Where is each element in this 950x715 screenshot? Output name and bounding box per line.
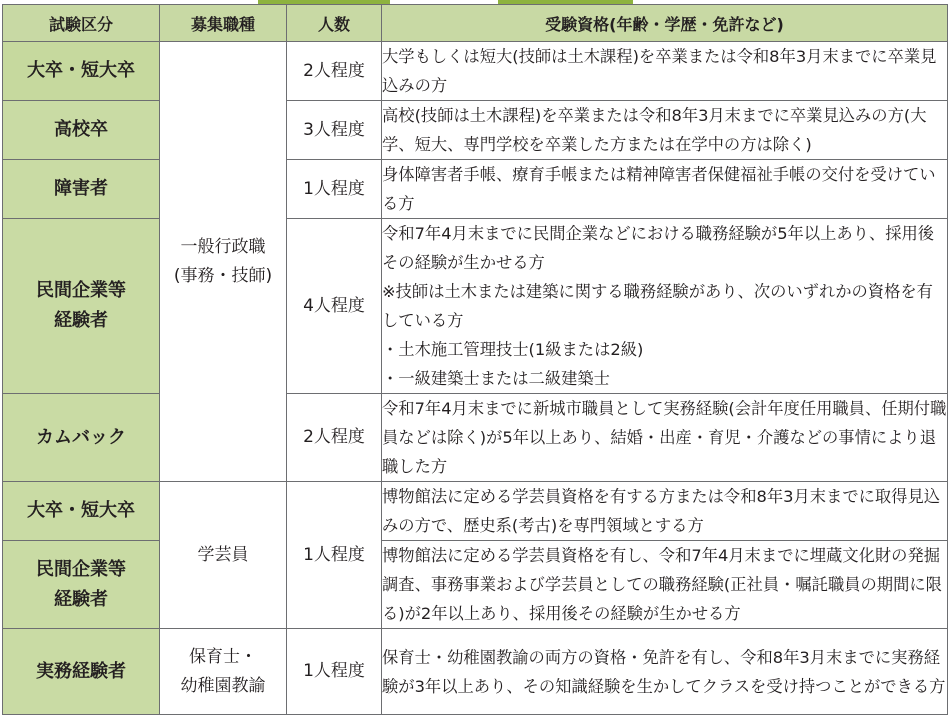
table-row — [3, 541, 948, 629]
qualification-cell: 博物館法に定める学芸員資格を有し、令和7年4月末までに埋蔵文化財の発掘調査、事務事業および学芸員としての職務経験(正社員・嘱託職員の期間に限る)が2年以上あり、採用後その経験が生かせる方 — [382, 541, 948, 629]
exam-category-cell: 大卒・短大卒 — [3, 42, 160, 101]
table-row — [3, 219, 948, 394]
exam-category-cell: 大卒・短大卒 — [3, 482, 160, 541]
headcount-cell: 4人程度 — [287, 219, 382, 394]
exam-category-cell: カムバック — [3, 394, 160, 482]
headcount-cell: 1人程度 — [287, 160, 382, 219]
job-type-label: 保育士・ 幼稚園教諭 — [180, 646, 266, 696]
job-type-cell-general — [160, 42, 287, 482]
headcount-cell: 2人程度 — [287, 394, 382, 482]
headcount-cell-curator: 1人程度 — [287, 482, 382, 629]
job-type-cell-childcare — [160, 629, 287, 715]
table-row — [3, 42, 948, 101]
qualification-cell: 高校(技師は土木課程)を卒業または令和8年3月末までに卒業見込みの方(大学、短大、専門学校を卒業した方または在学中の方は除く) — [382, 101, 948, 160]
table-row — [3, 160, 948, 219]
column-header-qualification: 受験資格(年齢・学歴・免許など) — [382, 5, 948, 42]
table-header-row — [3, 5, 948, 42]
qualification-cell: 博物館法に定める学芸員資格を有する方または令和8年3月末までに取得見込みの方で、歴史系(考古)を専門領域とする方 — [382, 482, 948, 541]
table-row — [3, 629, 948, 715]
table-row — [3, 394, 948, 482]
exam-category-cell — [3, 541, 160, 629]
headcount-cell: 3人程度 — [287, 101, 382, 160]
qualification-cell: 保育士・幼稚園教諭の両方の資格・免許を有し、令和8年3月末までに実務経験が3年以上あり、その知識経験を生かしてクラスを受け持つことができる方 — [382, 629, 948, 715]
exam-category-cell: 高校卒 — [3, 101, 160, 160]
exam-category-label: 民間企業等 経験者 — [36, 280, 126, 331]
headcount-cell: 1人程度 — [287, 629, 382, 715]
qualification-cell — [382, 219, 948, 394]
headcount-cell: 2人程度 — [287, 42, 382, 101]
exam-category-cell — [3, 219, 160, 394]
column-header-count: 人数 — [287, 5, 382, 42]
job-type-cell-curator: 学芸員 — [160, 482, 287, 629]
exam-category-label: 民間企業等 経験者 — [36, 558, 126, 610]
column-header-category: 試験区分 — [3, 5, 160, 42]
qualification-cell: 大学もしくは短大(技師は土木課程)を卒業または令和8年3月末までに卒業見込みの方 — [382, 42, 948, 101]
exam-category-cell: 実務経験者 — [3, 629, 160, 715]
recruitment-table — [2, 4, 948, 715]
exam-category-cell: 障害者 — [3, 160, 160, 219]
job-type-label: 一般行政職 (事務・技師) — [173, 236, 273, 286]
table-row — [3, 482, 948, 541]
table-row — [3, 101, 948, 160]
qualification-cell: 身体障害者手帳、療育手帳または精神障害者保健福祉手帳の交付を受けている方 — [382, 160, 948, 219]
column-header-job-type: 募集職種 — [160, 5, 287, 42]
qualification-text: 令和7年4月末までに民間企業などにおける職務経験が5年以上あり、採用後その経験が生かせる方 ※技師は土木または建築に関する職務経験があり、次のいずれかの資格を有している方 ・土木施工管理技士(1級または2級) ・一級建築士または二級建築士 — [382, 224, 935, 388]
qualification-cell: 令和7年4月末までに新城市職員として実務経験(会計年度任用職員、任期付職員などは除く)が5年以上あり、結婚・出産・育児・介護などの事情により退職した方 — [382, 394, 948, 482]
